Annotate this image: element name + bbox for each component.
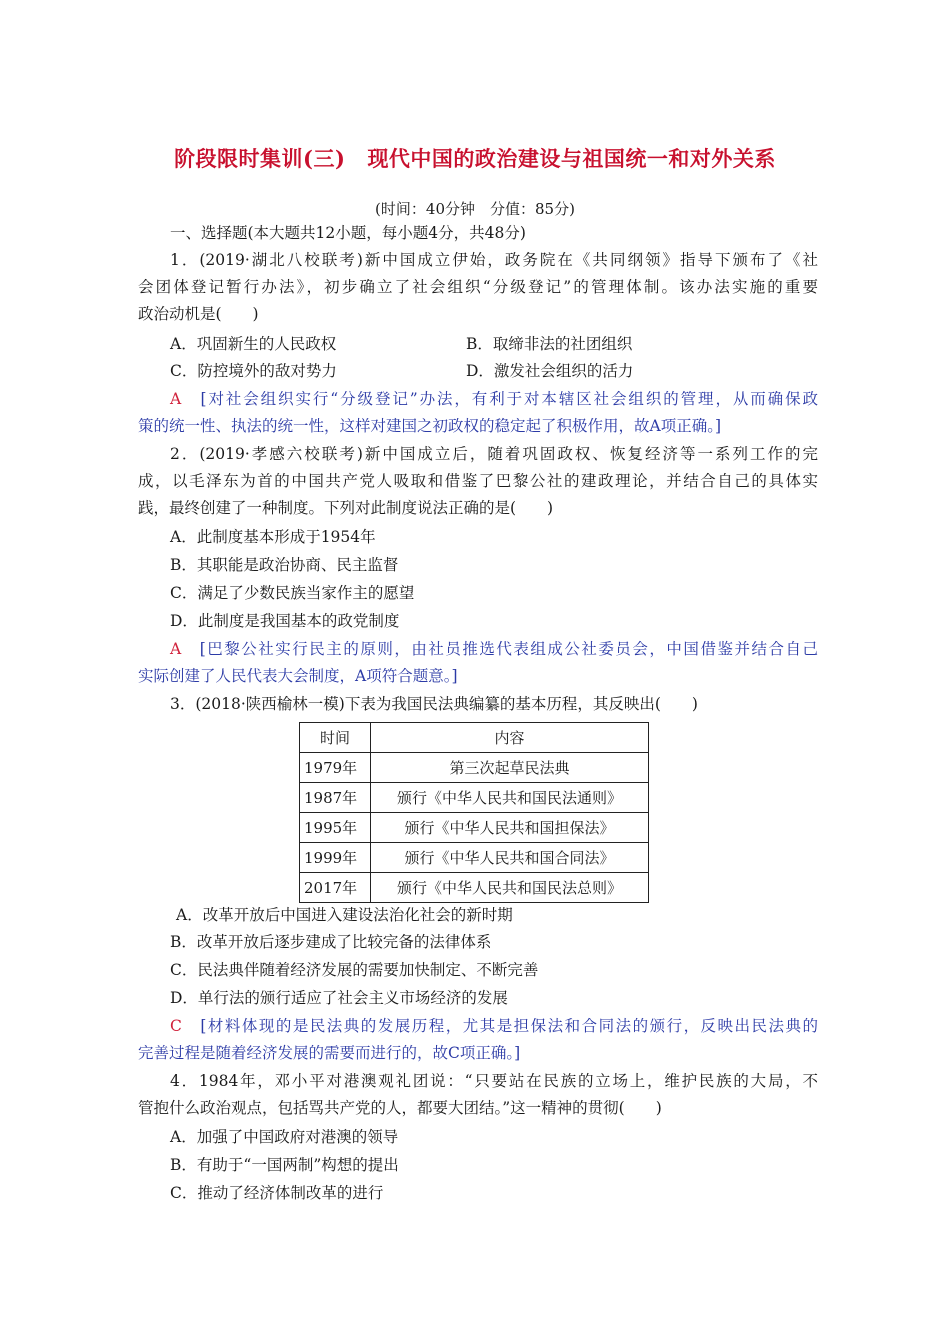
table-cell-year: 1999年 xyxy=(300,843,371,873)
q1-option-d: D．激发社会组织的活力 xyxy=(466,362,634,380)
q3-answer-letter: C xyxy=(170,1017,182,1035)
q2-answer-letter: A xyxy=(170,640,182,658)
q2-option-c: C．满足了少数民族当家作主的愿望 xyxy=(170,584,415,602)
table-cell-content: 颁行《中华人民共和国民法总则》 xyxy=(371,873,649,903)
q3-answer-text-1: [材料体现的是民法典的发展历程，尤其是担保法和合同法的颁行，反映出民法典的 xyxy=(200,1017,818,1035)
q3-answer-line-1 xyxy=(170,1016,818,1036)
q1-option-a: A．巩固新生的人民政权 xyxy=(170,335,337,353)
table-cell-year: 2017年 xyxy=(300,873,371,903)
table-row xyxy=(300,783,649,813)
table-row xyxy=(300,873,649,903)
table-row xyxy=(300,843,649,873)
q4-option-a: A．加强了中国政府对港澳的领导 xyxy=(170,1128,399,1146)
table-cell-content: 颁行《中华人民共和国民法通则》 xyxy=(371,783,649,813)
q2-answer-line-2: 实际创建了人民代表大会制度，A项符合题意。] xyxy=(138,667,458,685)
page-title xyxy=(0,143,950,173)
q3-option-d: D．单行法的颁行适应了社会主义市场经济的发展 xyxy=(170,989,508,1007)
table-header-content: 内容 xyxy=(371,723,649,753)
time-score-info: (时间：40分钟 分值：85分) xyxy=(375,200,575,218)
q1-option-b: B．取缔非法的社团组织 xyxy=(466,335,633,353)
table-cell-year: 1979年 xyxy=(300,753,371,783)
q1-answer-text-1: [对社会组织实行“分级登记”办法，有利于对本辖区社会组织的管理，从而确保政 xyxy=(200,390,818,408)
civil-code-history-table xyxy=(299,722,649,903)
q2-line-1: 2．(2019·孝感六校联考)新中国成立后，随着巩固政权、恢复经济等一系列工作的完 xyxy=(170,445,818,463)
q3-option-c: C．民法典伴随着经济发展的需要加快制定、不断完善 xyxy=(170,961,539,979)
q1-answer-letter: A xyxy=(170,390,182,408)
table-cell-content: 颁行《中华人民共和国合同法》 xyxy=(371,843,649,873)
q3-option-a: A．改革开放后中国进入建设法治化社会的新时期 xyxy=(176,906,513,924)
table-header-time: 时间 xyxy=(300,723,371,753)
q4-line-1: 4．1984年，邓小平对港澳观礼团说：“只要站在民族的立场上，维护民族的大局，不 xyxy=(170,1072,818,1090)
table-cell-year: 1995年 xyxy=(300,813,371,843)
q1-answer-line-1 xyxy=(170,389,818,409)
title-main: 阶段限时集训(三) xyxy=(174,146,346,171)
q4-option-b: B．有助于“一国两制”构想的提出 xyxy=(170,1156,399,1174)
table-cell-year: 1987年 xyxy=(300,783,371,813)
q2-answer-text-1: [巴黎公社实行民主的原则，由社员推选代表组成公社委员会，中国借鉴并结合自己 xyxy=(199,640,818,658)
table-row xyxy=(300,813,649,843)
q1-answer-line-2: 策的统一性、执法的统一性，这样对建国之初政权的稳定起了积极作用，故A项正确。] xyxy=(138,417,721,435)
q1-line-2: 会团体登记暂行办法》，初步确立了社会组织“分级登记”的管理体制。该办法实施的重要 xyxy=(138,278,818,296)
q1-line-1: 1．(2019·湖北八校联考)新中国成立伊始，政务院在《共同纲领》指导下颁布了《社 xyxy=(170,251,818,269)
table-row xyxy=(300,753,649,783)
table-cell-content: 第三次起草民法典 xyxy=(371,753,649,783)
title-sub: 现代中国的政治建设与祖国统一和对外关系 xyxy=(367,146,776,171)
table-cell-content: 颁行《中华人民共和国担保法》 xyxy=(371,813,649,843)
q2-line-2: 成，以毛泽东为首的中国共产党人吸取和借鉴了巴黎公社的建政理论，并结合自己的具体实 xyxy=(138,472,818,490)
q2-line-3: 践，最终创建了一种制度。下列对此制度说法正确的是( ) xyxy=(138,499,554,517)
q4-line-2: 管抱什么政治观点，包括骂共产党的人，都要大团结。”这一精神的贯彻( ) xyxy=(138,1099,662,1117)
q2-option-a: A．此制度基本形成于1954年 xyxy=(170,528,376,546)
section-heading: 一、选择题(本大题共12小题，每小题4分，共48分) xyxy=(170,224,526,242)
q1-line-3: 政治动机是( ) xyxy=(138,305,259,323)
q3-option-b: B．改革开放后逐步建成了比较完备的法律体系 xyxy=(170,933,492,951)
q2-option-b: B．其职能是政治协商、民主监督 xyxy=(170,556,399,574)
table-header-row xyxy=(300,723,649,753)
q2-answer-line-1 xyxy=(170,639,818,659)
q2-option-d: D．此制度是我国基本的政党制度 xyxy=(170,612,400,630)
q4-option-c: C．推动了经济体制改革的进行 xyxy=(170,1184,384,1202)
q1-option-c: C．防控境外的敌对势力 xyxy=(170,362,337,380)
q3-line-1: 3．(2018·陕西榆林一模)下表为我国民法典编纂的基本历程，其反映出( ) xyxy=(170,695,698,713)
q3-answer-line-2: 完善过程是随着经济发展的需要而进行的，故C项正确。] xyxy=(138,1044,521,1062)
